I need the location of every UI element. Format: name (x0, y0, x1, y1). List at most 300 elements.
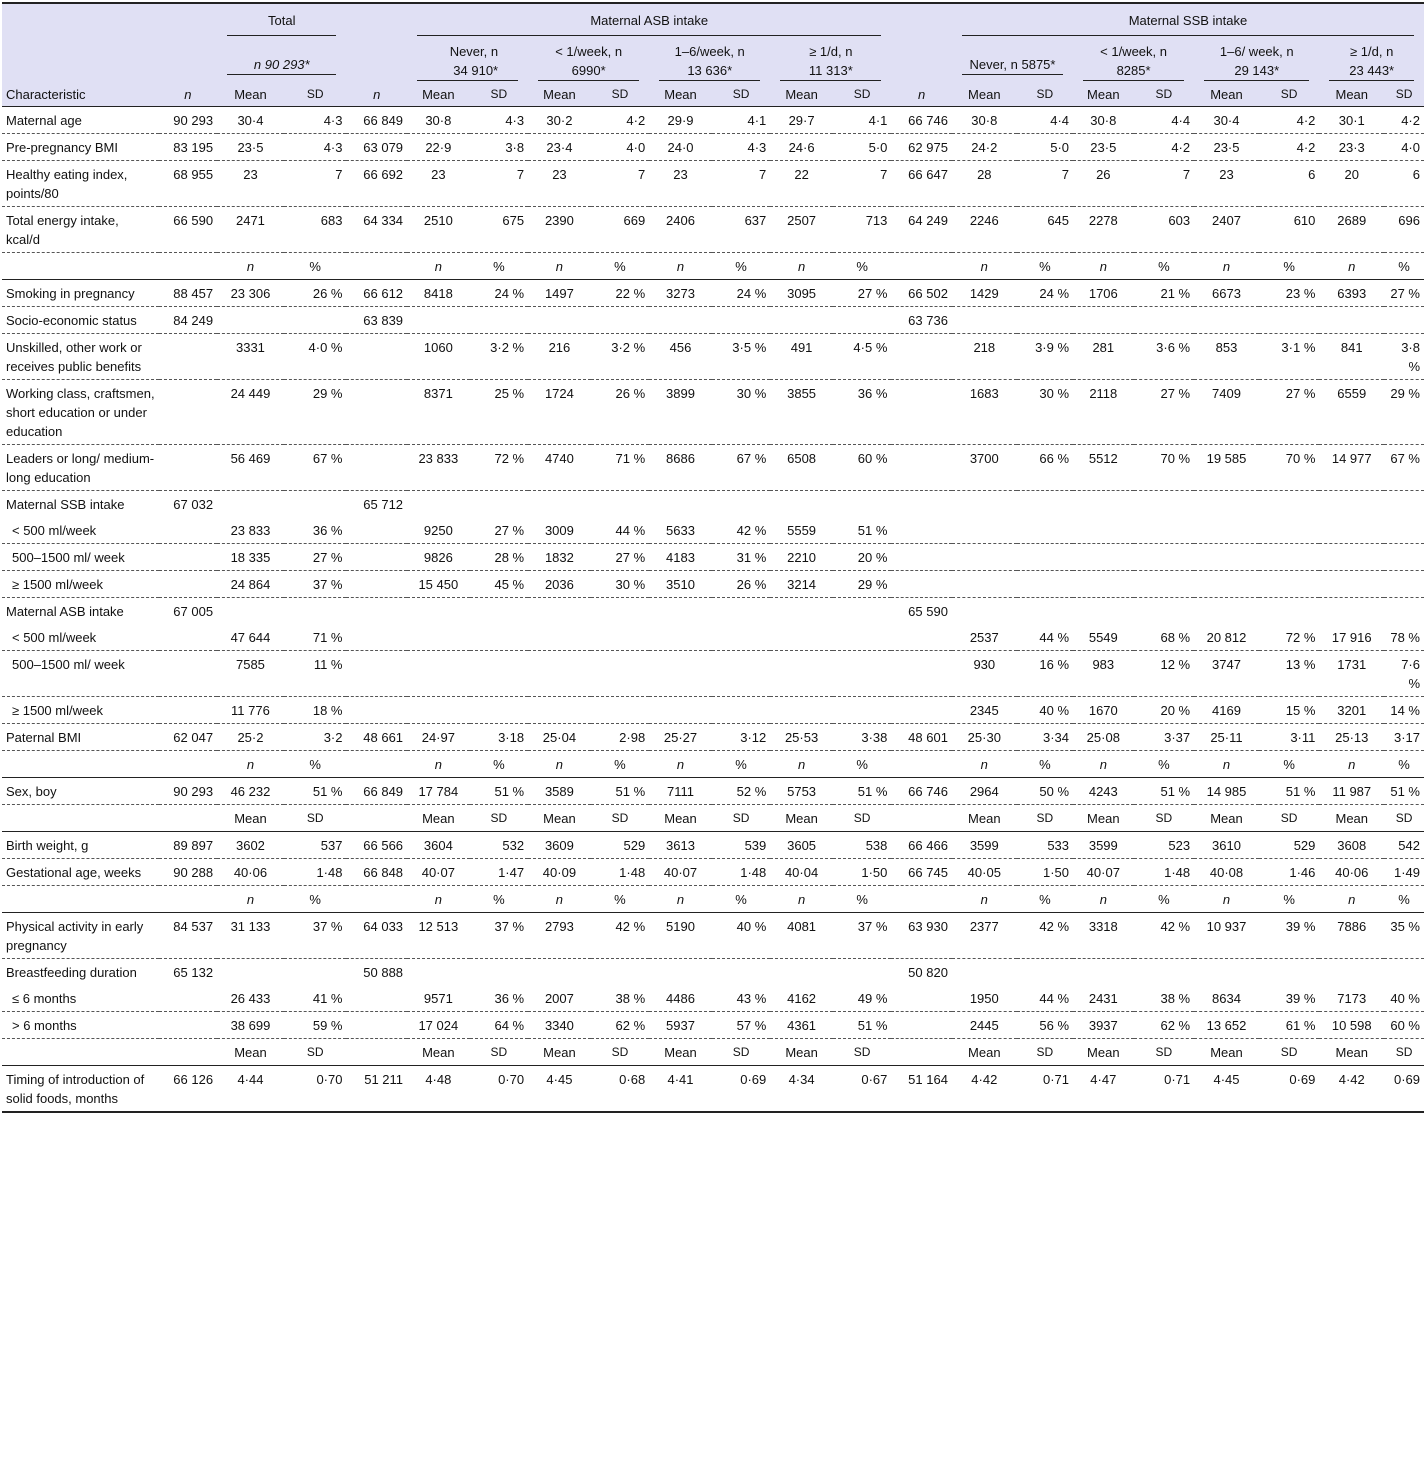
table-cell: 4·41 (649, 1066, 712, 1113)
row-label: 500–1500 ml/ week (2, 651, 159, 697)
table-cell: 4·0 (591, 134, 649, 161)
table-cell (284, 959, 347, 986)
table-cell (770, 624, 833, 651)
table-cell: Mean (1073, 1039, 1134, 1066)
table-row (2, 280, 1424, 307)
table-cell: 56 % (1017, 1012, 1073, 1039)
table-cell: 4·1 (712, 107, 770, 134)
table-cell (1259, 517, 1320, 544)
table-cell: 533 (1017, 832, 1073, 859)
table-cell: 3·34 (1017, 724, 1073, 751)
table-cell: 853 (1194, 334, 1259, 380)
table-cell: 2377 (952, 913, 1017, 959)
table-cell: 36 % (833, 380, 892, 445)
table-cell: 7409 (1194, 380, 1259, 445)
table-cell (952, 598, 1017, 625)
table-cell: 4·48 (407, 1066, 470, 1113)
table-row (2, 571, 1424, 598)
table-cell: 27 % (833, 280, 892, 307)
table-cell (1319, 959, 1384, 986)
table-cell: 7 (833, 161, 892, 207)
table-cell: 29 % (833, 571, 892, 598)
table-cell: % (1134, 886, 1195, 913)
table-cell: % (1384, 886, 1424, 913)
table-cell: 30 % (1017, 380, 1073, 445)
table-cell: 43 % (712, 985, 770, 1012)
table-cell: 66 848 (346, 859, 407, 886)
table-cell: 4·44 (217, 1066, 284, 1113)
row-label: Physical activity in early pregnancy (2, 913, 159, 959)
table-cell: Mean (407, 805, 470, 832)
table-cell (1134, 307, 1195, 334)
table-cell: Mean (649, 805, 712, 832)
table-cell: % (1134, 751, 1195, 778)
table-cell (649, 624, 712, 651)
table-cell: 645 (1017, 207, 1073, 253)
table-cell (591, 624, 649, 651)
table-cell: 3214 (770, 571, 833, 598)
table-cell: Mean (1319, 1039, 1384, 1066)
table-cell: SD (712, 805, 770, 832)
table-cell: 1·50 (1017, 859, 1073, 886)
table-cell (528, 697, 591, 724)
table-cell: 23 (1194, 161, 1259, 207)
table-cell: 5·0 (833, 134, 892, 161)
table-cell (470, 959, 528, 986)
table-row (2, 107, 1424, 134)
table-cell (159, 380, 217, 445)
table-cell: 683 (284, 207, 347, 253)
table-cell: 64 249 (891, 207, 952, 253)
row-label: Working class, craftsmen, short education or under education (2, 380, 159, 445)
table-cell: 37 % (833, 913, 892, 959)
table-cell (346, 544, 407, 571)
table-row (2, 832, 1424, 859)
table-subheader-row (2, 1039, 1424, 1066)
table-cell: 3·17 (1384, 724, 1424, 751)
col-sd: SD (591, 81, 649, 107)
table-cell: 56 469 (217, 445, 284, 491)
table-cell (470, 651, 528, 697)
table-cell: SD (470, 805, 528, 832)
table-cell (712, 959, 770, 986)
table-cell: 40·04 (770, 859, 833, 886)
row-label: Gestational age, weeks (2, 859, 159, 886)
row-label (2, 1039, 159, 1066)
table-cell: 1·49 (1384, 859, 1424, 886)
table-cell: 12 % (1134, 651, 1195, 697)
table-cell: 67 032 (173, 497, 214, 512)
col-characteristic: Characteristic (2, 81, 159, 107)
table-cell: 14 985 (1194, 778, 1259, 805)
table-cell (407, 959, 470, 986)
col-mean: Mean (407, 81, 470, 107)
table-cell: Mean (770, 1039, 833, 1066)
table-cell: 3331 (217, 334, 284, 380)
table-cell (891, 491, 952, 518)
table-cell: n (770, 253, 833, 280)
table-cell (833, 651, 892, 697)
table-cell: 24·6 (770, 134, 833, 161)
table-cell: 2007 (528, 985, 591, 1012)
table-cell (159, 624, 217, 651)
table-cell: n (407, 751, 470, 778)
table-cell: % (284, 253, 347, 280)
table-cell: Mean (952, 1039, 1017, 1066)
table-cell: 66 746 (891, 778, 952, 805)
table-cell: 29·9 (649, 107, 712, 134)
table-cell: 23 (217, 161, 284, 207)
table-cell: n (407, 253, 470, 280)
table-cell: 25·27 (649, 724, 712, 751)
table-cell: 4·45 (528, 1066, 591, 1113)
table-cell (159, 985, 217, 1012)
table-cell: 27 % (1384, 280, 1424, 307)
table-cell: 8371 (407, 380, 470, 445)
table-cell: 72 % (470, 445, 528, 491)
table-cell: 63 079 (346, 134, 407, 161)
subhead-asb-ge1d: ≥ 1/d, n 11 313* (770, 36, 891, 81)
table-cell: 61 % (1259, 1012, 1320, 1039)
table-cell: 45 % (470, 571, 528, 598)
table-cell (470, 697, 528, 724)
col-sd: SD (1259, 81, 1320, 107)
table-cell (891, 651, 952, 697)
table-cell (1384, 544, 1424, 571)
table-cell: 49 % (833, 985, 892, 1012)
table-cell: 5633 (649, 517, 712, 544)
table-cell (1384, 307, 1424, 334)
table-cell: 42 % (1134, 913, 1195, 959)
table-cell: 8634 (1194, 985, 1259, 1012)
table-cell: 2246 (952, 207, 1017, 253)
col-sd: SD (833, 81, 892, 107)
table-cell (712, 598, 770, 625)
table-cell: 523 (1134, 832, 1195, 859)
table-cell: SD (284, 1039, 347, 1066)
table-cell: 62 047 (159, 724, 217, 751)
table-cell: n (1194, 751, 1259, 778)
table-cell: 66 647 (891, 161, 952, 207)
table-cell: 42 % (712, 517, 770, 544)
table-cell: 4183 (649, 544, 712, 571)
table-cell: 3589 (528, 778, 591, 805)
table-cell: 2507 (770, 207, 833, 253)
table-cell (1017, 598, 1073, 625)
table-cell: 5512 (1073, 445, 1134, 491)
row-label: ≤ 6 months (2, 985, 159, 1012)
row-label: Maternal ASB intake (6, 604, 124, 619)
table-cell: 40·08 (1194, 859, 1259, 886)
table-cell: 17 916 (1319, 624, 1384, 651)
table-cell: n (649, 751, 712, 778)
table-cell: 89 897 (159, 832, 217, 859)
table-cell (1194, 959, 1259, 986)
table-row (2, 307, 1424, 334)
table-cell: % (1259, 751, 1320, 778)
table-cell: 62 975 (891, 134, 952, 161)
table-cell: 24·0 (649, 134, 712, 161)
table-cell: 65 590 (908, 604, 948, 619)
table-cell: 31 % (712, 544, 770, 571)
table-cell: 4169 (1194, 697, 1259, 724)
table-cell: 29 % (284, 380, 347, 445)
table-cell (1073, 307, 1134, 334)
table-cell: 66 590 (159, 207, 217, 253)
table-cell (346, 517, 407, 544)
table-cell (159, 651, 217, 697)
table-cell: 3510 (649, 571, 712, 598)
table-cell (833, 624, 892, 651)
table-cell: n (217, 886, 284, 913)
table-cell: 51 164 (891, 1066, 952, 1113)
table-cell (1319, 598, 1384, 625)
table-cell: 0·71 (1017, 1066, 1073, 1113)
table-cell: n (1319, 751, 1384, 778)
table-cell: 15 % (1259, 697, 1320, 724)
table-cell: 3605 (770, 832, 833, 859)
table-cell: 841 (1319, 334, 1384, 380)
table-cell: 27 % (284, 544, 347, 571)
col-mean: Mean (217, 81, 284, 107)
table-cell: 3201 (1319, 697, 1384, 724)
table-cell: n (649, 253, 712, 280)
table-cell: 4·42 (952, 1066, 1017, 1113)
table-cell: 30·8 (1073, 107, 1134, 134)
table-cell (833, 491, 892, 518)
table-cell (1194, 491, 1259, 518)
col-mean: Mean (1194, 81, 1259, 107)
table-cell: 3899 (649, 380, 712, 445)
table-cell: 5549 (1073, 624, 1134, 651)
table-cell: SD (1259, 1039, 1320, 1066)
table-cell (891, 544, 952, 571)
table-cell: n (1073, 253, 1134, 280)
table-cell: 36 % (470, 985, 528, 1012)
table-cell: 40·07 (649, 859, 712, 886)
row-label (2, 805, 159, 832)
table-cell (1017, 491, 1073, 518)
row-label: Sex, boy (2, 778, 159, 805)
subhead-asb-never: Never, n 34 910* (407, 36, 528, 81)
table-cell: 537 (284, 832, 347, 859)
table-cell: 25·04 (528, 724, 591, 751)
table-cell: 4·2 (1384, 107, 1424, 134)
table-cell: 42 % (591, 913, 649, 959)
table-cell (159, 1012, 217, 1039)
table-cell: 3937 (1073, 1012, 1134, 1039)
table-cell: Mean (1194, 805, 1259, 832)
table-cell (346, 697, 407, 724)
table-cell: 90 293 (159, 778, 217, 805)
table-cell: 4·47 (1073, 1066, 1134, 1113)
table-cell: 0·68 (591, 1066, 649, 1113)
table-cell: n (952, 751, 1017, 778)
row-label: Maternal age (2, 107, 159, 134)
table-subheader-row (2, 805, 1424, 832)
col-n: n (891, 81, 952, 107)
table-row (2, 1012, 1424, 1039)
table-cell: % (591, 751, 649, 778)
table-cell: 4486 (649, 985, 712, 1012)
table-cell (470, 624, 528, 651)
table-cell: 2036 (528, 571, 591, 598)
table-cell: 0·69 (1259, 1066, 1320, 1113)
table-cell: 1724 (528, 380, 591, 445)
table-cell (891, 445, 952, 491)
group-total: Total (217, 3, 346, 36)
table-cell (891, 886, 952, 913)
table-cell (528, 307, 591, 334)
table-cell: 67 % (284, 445, 347, 491)
table-cell (1017, 517, 1073, 544)
table-cell: 51 % (284, 778, 347, 805)
table-cell: % (712, 253, 770, 280)
table-cell (346, 445, 407, 491)
table-cell (1194, 598, 1259, 625)
table-cell: % (591, 886, 649, 913)
table-cell (649, 959, 712, 986)
table-cell: 51 % (833, 778, 892, 805)
table-cell: 27 % (1134, 380, 1195, 445)
table-cell: 88 457 (159, 280, 217, 307)
table-cell (159, 805, 217, 832)
table-cell (159, 445, 217, 491)
table-cell (528, 598, 591, 625)
table-cell: 3·9 % (1017, 334, 1073, 380)
table-cell: 64 033 (346, 913, 407, 959)
table-cell: 83 195 (159, 134, 217, 161)
table-cell: 60 % (833, 445, 892, 491)
table-cell: 603 (1134, 207, 1195, 253)
table-cell (1017, 959, 1073, 986)
table-cell: 5·0 (1017, 134, 1073, 161)
table-cell: 30 % (591, 571, 649, 598)
table-cell: 48 661 (346, 724, 407, 751)
table-cell: 4·4 (1134, 107, 1195, 134)
table-cell: 23 306 (217, 280, 284, 307)
row-label: ≥ 1500 ml/week (2, 571, 159, 598)
table-cell: 3602 (217, 832, 284, 859)
table-cell: 23·3 (1319, 134, 1384, 161)
table-cell: 1670 (1073, 697, 1134, 724)
table-cell: 40·07 (407, 859, 470, 886)
row-label: Healthy eating index, points/80 (2, 161, 159, 207)
table-body (2, 107, 1424, 1113)
table-cell: n (1319, 253, 1384, 280)
table-cell: 281 (1073, 334, 1134, 380)
table-cell: 7585 (217, 651, 284, 697)
table-cell (1319, 544, 1384, 571)
table-cell: % (1384, 253, 1424, 280)
table-cell: 16 % (1017, 651, 1073, 697)
table-cell: 5937 (649, 1012, 712, 1039)
table-cell: 23 (528, 161, 591, 207)
table-cell: 11 776 (217, 697, 284, 724)
table-cell (159, 544, 217, 571)
table-cell: 11 987 (1319, 778, 1384, 805)
table-cell: 25·53 (770, 724, 833, 751)
table-cell (470, 598, 528, 625)
table-cell: 39 % (1259, 985, 1320, 1012)
table-cell: 64 334 (346, 207, 407, 253)
table-cell (159, 751, 217, 778)
table-cell: 23 833 (217, 517, 284, 544)
table-cell (1384, 517, 1424, 544)
table-cell (591, 307, 649, 334)
table-cell: 71 % (591, 445, 649, 491)
row-label: Maternal SSB intake (6, 497, 125, 512)
row-label: < 500 ml/week (2, 517, 159, 544)
table-cell (1384, 959, 1424, 986)
table-cell: 24 % (1017, 280, 1073, 307)
table-cell (712, 624, 770, 651)
table-cell: 44 % (591, 517, 649, 544)
table-cell (712, 697, 770, 724)
table-cell (1319, 517, 1384, 544)
table-row (2, 697, 1424, 724)
table-cell: 4·2 (1259, 107, 1320, 134)
table-cell: 1497 (528, 280, 591, 307)
table-cell (712, 491, 770, 518)
table-cell (346, 805, 407, 832)
table-cell: 2278 (1073, 207, 1134, 253)
table-cell (159, 697, 217, 724)
table-cell (1319, 307, 1384, 334)
table-cell: 30·4 (217, 107, 284, 134)
table-cell: 25·13 (1319, 724, 1384, 751)
col-mean: Mean (1319, 81, 1384, 107)
table-cell: 529 (591, 832, 649, 859)
table-cell: 50 % (1017, 778, 1073, 805)
table-cell: 30 % (712, 380, 770, 445)
table-cell: 23 % (1259, 280, 1320, 307)
table-cell (284, 598, 347, 625)
table-cell: 11 % (284, 651, 347, 697)
table-cell (1134, 517, 1195, 544)
table-cell: 1·48 (591, 859, 649, 886)
table-cell: 675 (470, 207, 528, 253)
table-cell: 3747 (1194, 651, 1259, 697)
table-cell (346, 598, 407, 625)
table-cell: 18 335 (217, 544, 284, 571)
table-row (2, 985, 1424, 1012)
subhead-asb-1to6week: 1–6/week, n 13 636* (649, 36, 770, 81)
table-cell (891, 571, 952, 598)
table-cell (159, 334, 217, 380)
table-cell: 66 466 (891, 832, 952, 859)
table-cell: 51 % (833, 1012, 892, 1039)
table-cell: SD (591, 1039, 649, 1066)
table-cell: 25·11 (1194, 724, 1259, 751)
table-cell: 51 211 (346, 1066, 407, 1113)
table-cell: 2118 (1073, 380, 1134, 445)
table-cell: SD (833, 1039, 892, 1066)
table-cell: 1706 (1073, 280, 1134, 307)
table-cell: 20 (1319, 161, 1384, 207)
table-cell: 7886 (1319, 913, 1384, 959)
table-cell (407, 491, 470, 518)
table-cell: n (528, 253, 591, 280)
row-label: Socio-economic status (2, 307, 159, 334)
table-cell: 539 (712, 832, 770, 859)
table-row (2, 380, 1424, 445)
table-row (2, 859, 1424, 886)
table-cell: Mean (407, 1039, 470, 1066)
table-cell: 50 820 (908, 965, 948, 980)
table-cell: 1731 (1319, 651, 1384, 697)
table-cell (159, 1039, 217, 1066)
